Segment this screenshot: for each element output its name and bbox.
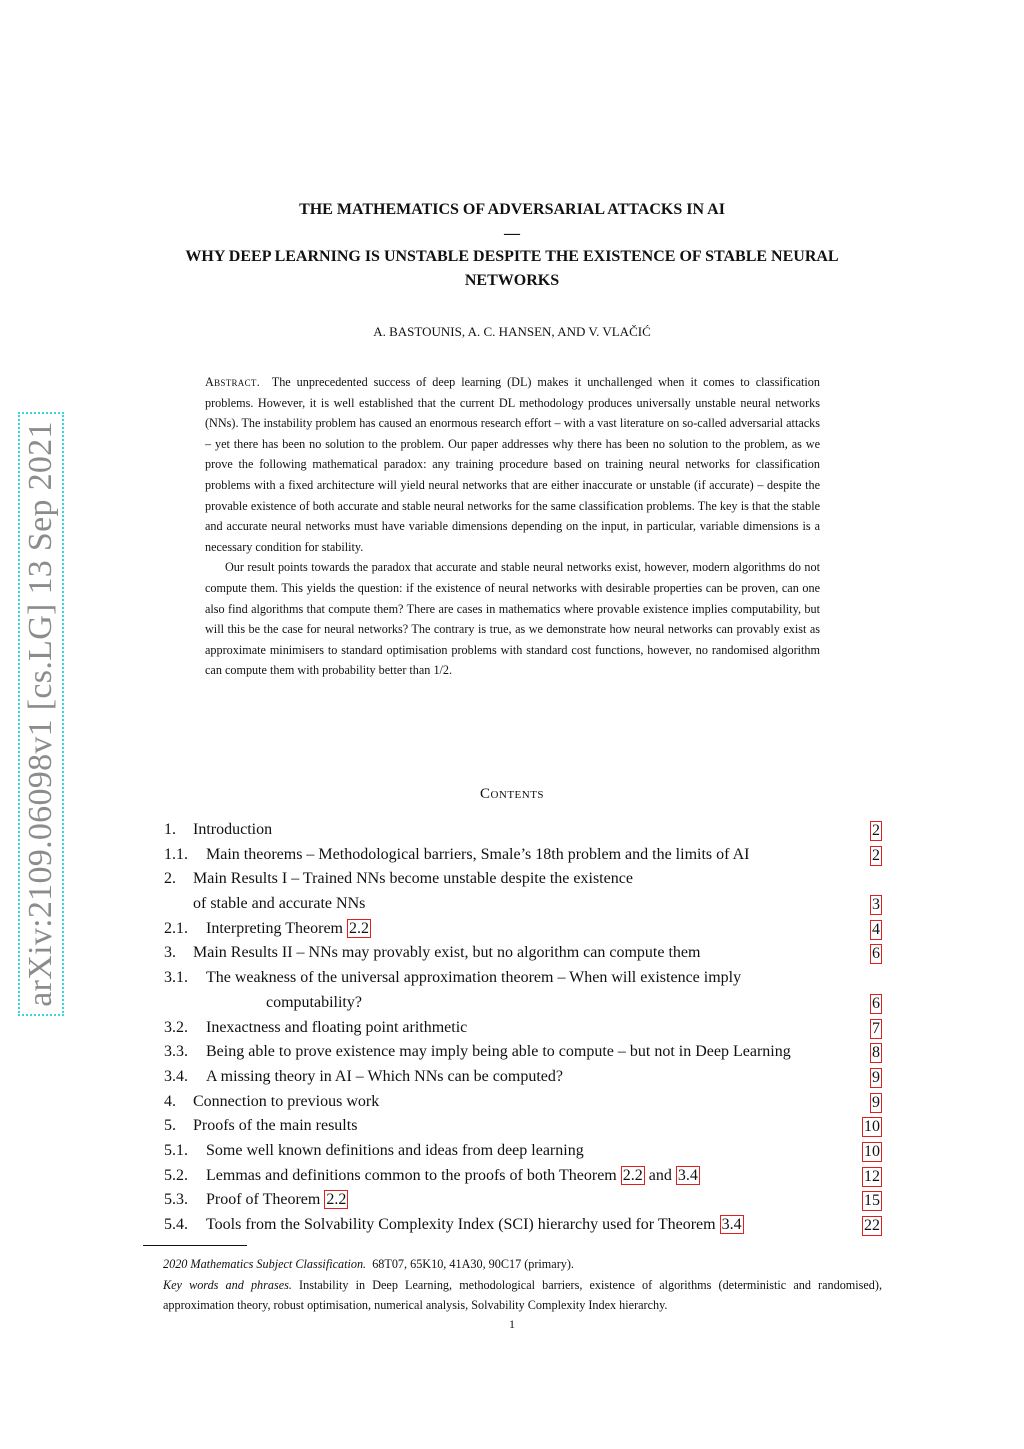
table-of-contents: [164, 818, 882, 1238]
abstract-paragraph-2: Our result points towards the paradox that accurate and stable neural networks exist, however, modern algorithms do not compute them. This yields the question: if the existence of neural networks with desirable properties can be proven, can one also find algorithms that compute them? There are cases in mathematics where provable existence implies computability, but will this be the case for neural networks? The contrary is true, as we demonstrate how neural networks can provably exist as approximate minimisers to standard optimisation problems with standard cost functions, however, no randomised algorithm can compute them with probability better than 1/2.: [205, 560, 820, 678]
msc-codes: 68T07, 65K10, 41A30, 90C17 (primary).: [372, 1257, 574, 1271]
toc-entry-number: 2.: [164, 870, 176, 888]
toc-entry-text-group: [206, 1139, 584, 1164]
toc-entry[interactable]: [164, 1016, 882, 1041]
toc-entry-number: 4.: [164, 1092, 176, 1110]
toc-page-link[interactable]: 15: [864, 1192, 880, 1210]
toc-entry-text-group: [206, 1016, 467, 1041]
toc-entry[interactable]: [164, 867, 882, 892]
toc-entry[interactable]: [164, 917, 882, 942]
toc-entry-title: of stable and accurate NNs: [193, 895, 366, 913]
toc-entry-title: The weakness of the universal approximation theorem – When will existence imply: [206, 969, 742, 987]
toc-entry-title: computability?: [266, 993, 362, 1011]
toc-entry-title: Main theorems – Methodological barriers, Smale’s 18th problem and the limits of AI: [206, 845, 750, 863]
toc-entry-title: Proofs of the main results: [193, 1117, 358, 1135]
toc-entry-number: 5.3.: [164, 1191, 188, 1209]
toc-entry-title: A missing theory in AI – Which NNs can be computed?: [206, 1067, 563, 1085]
toc-page-link[interactable]: 4: [872, 920, 880, 938]
toc-entry-title: Tools from the Solvability Complexity Index (SCI) hierarchy used for Theorem: [206, 1216, 716, 1233]
paper-title-line1: THE MATHEMATICS OF ADVERSARIAL ATTACKS IN AI: [299, 201, 725, 218]
toc-entry-text-group: [206, 917, 371, 942]
toc-page-link[interactable]: 6: [872, 945, 880, 963]
toc-entry-title: Connection to previous work: [193, 1092, 380, 1110]
theorem-ref-link[interactable]: 3.4: [721, 1216, 742, 1233]
toc-entry[interactable]: [164, 892, 882, 917]
authors: A. BASTOUNIS, A. C. HANSEN, AND V. VLAČIĆ: [373, 324, 651, 339]
keywords-text: Instability in Deep Learning, methodological barriers, existence of algorithms (deterministic and randomised), approximation theory, robust optimisation, numerical analysis, Solvability Complexity Index hierarchy.: [163, 1277, 883, 1312]
toc-page-link[interactable]: 10: [864, 1118, 880, 1136]
toc-entry-text-group: [193, 892, 365, 917]
toc-entry-number: 2.1.: [164, 919, 188, 937]
arxiv-stamp[interactable]: [18, 412, 64, 1016]
toc-entry-number: 1.: [164, 821, 176, 838]
toc-entry-text-group: [206, 966, 741, 991]
toc-page-link[interactable]: 22: [864, 1217, 880, 1234]
toc-entry-number: 3.4.: [164, 1067, 188, 1085]
toc-entry[interactable]: [164, 1164, 882, 1189]
toc-entry-text-group: [193, 941, 700, 966]
toc-page-link[interactable]: 7: [872, 1019, 880, 1037]
toc-entry-number: 5.2.: [164, 1166, 188, 1184]
toc-entry[interactable]: [164, 1114, 882, 1139]
toc-entry[interactable]: [164, 1065, 882, 1090]
toc-entry-text-group: [206, 843, 749, 868]
toc-entry-text-group: [266, 991, 362, 1016]
toc-entry-title: Being able to prove existence may imply being able to compute – but not in Deep Learning: [206, 1043, 791, 1061]
keywords-label: Key words and phrases.: [163, 1277, 292, 1292]
toc-page-link[interactable]: 8: [872, 1044, 880, 1062]
toc-entry-number: 3.2.: [164, 1018, 188, 1036]
abstract-p1-text: The unprecedented success of deep learning (DL) makes it unchallenged when it comes to classification problems. However, it is well established that the current DL methodology produces universally unstable neural networks (NNs). The instability problem has caused an enormous research effort – with a vast literature on so-called adversarial attacks – yet there has been no solution to the problem. Our paper addresses why there has been no solution to the problem, as we prove the following mathematical paradox: any training procedure based on training neural networks for classification problems with a fixed architecture will yield neural networks that are either inaccurate or unstable (if accurate) – despite the provable existence of both accurate and stable neural networks for the same classification problems. The key is that the stable and accurate neural networks must have variable dimensions depending on the input, in particular, variable dimensions is a necessary condition for stability.: [205, 375, 820, 554]
toc-entry[interactable]: [164, 991, 882, 1016]
toc-entry-text-group: [206, 1164, 700, 1189]
arxiv-stamp-text: arXiv:2109.06098v1 [cs.LG] 13 Sep 2021: [22, 421, 59, 1007]
footnote: [143, 1254, 882, 1316]
toc-page-link[interactable]: 3: [872, 896, 880, 914]
toc-entry-number: 5.: [164, 1117, 176, 1135]
toc-entry[interactable]: [164, 843, 882, 868]
abstract-paragraph-1: [205, 372, 820, 557]
toc-page-link[interactable]: 2: [872, 846, 880, 864]
toc-entry[interactable]: [164, 1040, 882, 1065]
theorem-ref-link[interactable]: 2.2: [348, 919, 369, 937]
toc-entry-text-group: [193, 1114, 357, 1139]
toc-entry[interactable]: [164, 1139, 882, 1164]
toc-page-link[interactable]: 9: [872, 1068, 880, 1086]
msc-label: 2020 Mathematics Subject Classification.: [163, 1257, 367, 1271]
footnote-keywords: [143, 1275, 882, 1316]
toc-entry[interactable]: [164, 1188, 882, 1213]
footnote-msc: [143, 1254, 882, 1275]
toc-entry-text-group: [206, 1213, 744, 1238]
toc-entry[interactable]: [164, 1090, 882, 1115]
toc-page-link[interactable]: 10: [864, 1142, 880, 1160]
toc-entry-title: Introduction: [193, 821, 273, 838]
contents-heading: Contents: [479, 786, 545, 802]
abstract: [205, 372, 820, 681]
paper-title-line3: NETWORKS: [464, 272, 560, 289]
abstract-label: Abstract.: [205, 375, 261, 389]
toc-entry-text-group: [193, 867, 633, 892]
toc-page-link[interactable]: 12: [864, 1167, 880, 1185]
toc-entry-number: 5.4.: [164, 1216, 188, 1233]
toc-entry-title: Lemmas and definitions common to the proofs of both Theorem: [206, 1166, 617, 1184]
paper-title-line2: WHY DEEP LEARNING IS UNSTABLE DESPITE THE EXISTENCE OF STABLE NEURAL: [185, 248, 839, 265]
toc-entry-text-group: [193, 818, 272, 843]
toc-entry-title: Inexactness and floating point arithmetic: [206, 1018, 468, 1036]
toc-entry[interactable]: [164, 1213, 882, 1238]
toc-entry[interactable]: [164, 818, 882, 843]
toc-entry[interactable]: [164, 941, 882, 966]
toc-entry-text-group: [193, 1090, 379, 1115]
toc-entry-title: Main Results I – Trained NNs become unstable despite the existence: [193, 870, 633, 888]
page-number: 1: [509, 1317, 515, 1331]
theorem-ref-link[interactable]: 3.4: [677, 1166, 698, 1184]
toc-entry-title: Some well known definitions and ideas from deep learning: [206, 1141, 584, 1159]
theorem-ref-link[interactable]: 2.2: [326, 1191, 347, 1209]
toc-entry-number: 3.3.: [164, 1043, 188, 1061]
footnote-rule: [143, 1245, 247, 1246]
toc-entry-number: 5.1.: [164, 1141, 188, 1159]
toc-entry-number: 1.1.: [164, 845, 188, 863]
toc-page-link[interactable]: 6: [872, 994, 880, 1012]
toc-entry-text-group: [206, 1040, 791, 1065]
toc-entry-text-group: [206, 1188, 348, 1213]
toc-entry-title: Main Results II – NNs may provably exist, but no algorithm can compute them: [193, 944, 701, 962]
toc-page-link[interactable]: 9: [872, 1093, 880, 1111]
paper-title-dash: —: [504, 225, 520, 242]
theorem-ref-link[interactable]: 2.2: [622, 1166, 643, 1184]
toc-entry-title: Interpreting Theorem: [206, 919, 343, 937]
toc-entry-conjunction: and: [648, 1166, 672, 1184]
toc-entry-number: 3.1.: [164, 969, 188, 987]
toc-page-link[interactable]: 2: [872, 822, 880, 839]
toc-entry[interactable]: [164, 966, 882, 991]
toc-entry-text-group: [206, 1065, 563, 1090]
toc-entry-title: Proof of Theorem: [206, 1191, 321, 1209]
toc-entry-number: 3.: [164, 944, 176, 962]
